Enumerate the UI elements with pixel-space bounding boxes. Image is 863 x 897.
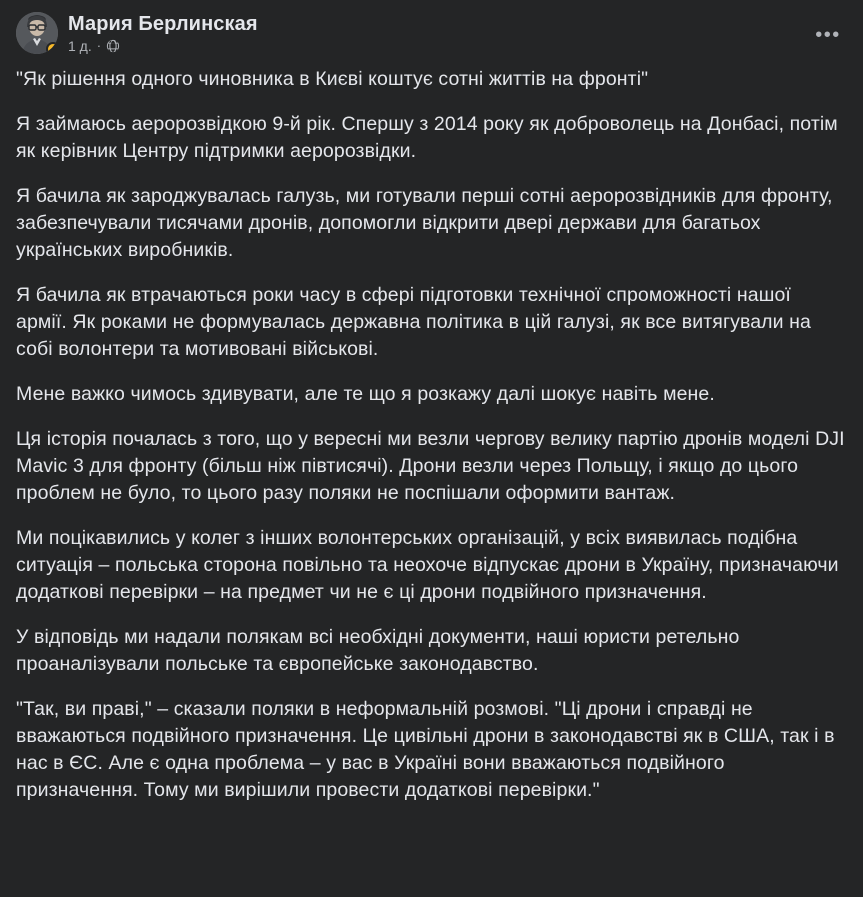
post-paragraph: "Так, ви праві," – сказали поляки в неформальній розмові. "Ці дрони і справді не вважаються подвійного призначення. Це цивільні дрони в законодавстві як в США, так і в нас в ЄС. Але є одна проблема – у вас в Україні вони вважаються подвійного призначення. Тому ми вирішили провести додаткові перевірки." — [16, 698, 835, 801]
post-header-text — [68, 12, 258, 54]
post-paragraph: "Як рішення одного чиновника в Києві коштує сотні життів на фронті" — [16, 68, 649, 90]
post-options-button[interactable]: ••• — [815, 24, 841, 46]
post-paragraph: Ця історія почалась з того, що у вересні ми везли чергову велику партію дронів моделі DJI Mavic 3 для фронту (більш ніж півтисячі). Дрони везли через Польщу, і якщо до цього проблем не було, то цього разу поляки не поспішали оформити вантаж. — [16, 428, 845, 504]
post-paragraph: Я бачила як зароджувалась галузь, ми готували перші сотні аеророзвідників для фронту, забезпечували тисячами дронів, допомогли відкрити двері держави для багатьох українських виробників. — [16, 185, 833, 261]
post-paragraph: Я займаюсь аеророзвідкою 9-й рік. Спершу з 2014 року як доброволець на Донбасі, потім як керівник Центру підтримки аеророзвідки. — [16, 113, 838, 162]
post-meta — [68, 38, 258, 54]
post-paragraph: У відповідь ми надали полякам всі необхідні документи, наші юристи ретельно проаналізували польське та європейське законодавство. — [16, 626, 740, 675]
post-author-name[interactable]: Мария Берлинская — [68, 12, 258, 35]
avatar[interactable] — [16, 12, 58, 54]
post-header — [14, 10, 849, 60]
globe-icon[interactable] — [106, 39, 120, 53]
avatar-badge-icon — [46, 42, 58, 54]
post-paragraph: Мене важко чимось здивувати, але те що я розкажу далі шокує навіть мене. — [16, 383, 715, 405]
post-timestamp[interactable]: 1 д. — [68, 37, 92, 54]
post-body — [14, 60, 849, 818]
post-paragraph: Я бачила як втрачаються роки часу в сфері підготовки технічної спроможності нашої армії. Як роками не формувалась державна політика в цій галузі, як все витягували на собі волонтери та мотивовані військові. — [16, 284, 811, 360]
post-paragraph: Ми поцікавились у колег з інших волонтерських організацій, у всіх виявилась подібна ситуація – польська сторона повільно та неохоче відпускає дрони в Україну, призначаючи додаткові перевірки – на предмет чи не є ці дрони подвійного призначення. — [16, 527, 839, 603]
meta-separator: · — [96, 38, 102, 53]
